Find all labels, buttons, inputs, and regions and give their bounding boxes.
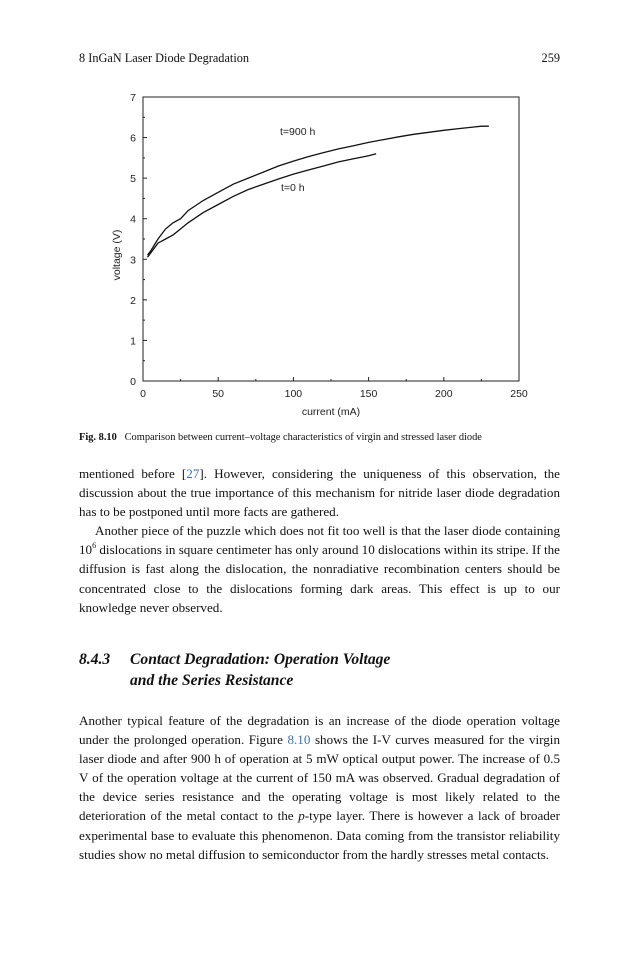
page-number: 259 bbox=[541, 51, 560, 65]
paragraph-3: Another typical feature of the degradation is an increase of the diode operation voltage under the prolonged operation. Figure 8.10 shows the I-V curves measured for the virgin laser diode and after 900 h of operation at 5 mW optical output power. The increase of 0.5 V of the operation voltage at the current of 150 mA was observed. Gradual degradation of the device series resistance and the operating voltage is most likely related to the deterioration of the metal contact to the p-type layer. There is however a lack of broader experimental base to evaluate this phenomenon. Data coming from the transistor reliability studies show no metal diffusion to semiconductor from the hardly stresses metal contacts. bbox=[79, 713, 560, 862]
x-tick-label: 0 bbox=[140, 388, 146, 400]
series-line-t900h bbox=[148, 126, 489, 255]
figure-link-8-10[interactable]: 8.10 bbox=[287, 732, 311, 748]
y-tick-label: 2 bbox=[130, 294, 136, 307]
superscript-6: 6 bbox=[92, 541, 97, 551]
figure-caption bbox=[79, 432, 564, 443]
y-tick-label: 3 bbox=[130, 254, 136, 267]
italic-p: p bbox=[298, 808, 305, 824]
y-tick-label: 1 bbox=[130, 335, 136, 348]
annotation-t0: t=0 h bbox=[281, 182, 305, 194]
section-title bbox=[130, 649, 530, 691]
x-tick-label: 200 bbox=[435, 388, 453, 400]
y-tick-label: 4 bbox=[130, 213, 136, 226]
caption-text: Comparison between current–voltage characteristics of virgin and stressed laser diode bbox=[124, 432, 482, 443]
x-tick-label: 50 bbox=[212, 388, 225, 400]
y-tick-label: 7 bbox=[130, 92, 136, 104]
reference-link-27[interactable]: 27 bbox=[186, 466, 200, 481]
caption-label: Fig. 8.10 bbox=[79, 432, 117, 443]
section-number: 8.4.3 bbox=[79, 651, 111, 668]
paragraph-bottom bbox=[79, 711, 560, 864]
paragraph-2: Another piece of the puzzle which does not fit too well is that the laser diode containing $10^6$ dislocations in square centimeter has only around 10 dislocations within its stripe. If the diffusion is fast along the dislocation, the nonradiative recombination centers should be concentrated close to the dislocations forming dark areas. This effect is up to our knowledge never observed. bbox=[79, 523, 560, 615]
y-axis-label: voltage (V) bbox=[111, 229, 123, 281]
x-tick-label: 250 bbox=[510, 388, 528, 400]
x-tick-label: 150 bbox=[359, 388, 378, 400]
y-tick-label: 0 bbox=[130, 376, 136, 388]
paragraphs-top bbox=[79, 464, 560, 617]
y-tick-label: 6 bbox=[130, 132, 136, 145]
series-line-t0h bbox=[148, 154, 377, 257]
figure-8-10 bbox=[0, 0, 638, 430]
section-title-line-2: and the Series Resistance bbox=[130, 672, 294, 689]
annotation-t900: t=900 h bbox=[280, 126, 316, 138]
section-title-line-1: Contact Degradation: Operation Voltage bbox=[130, 651, 391, 668]
iv-chart bbox=[0, 0, 638, 430]
plot-frame bbox=[143, 97, 519, 381]
paragraph-1: mentioned before [27]. However, considering the uniqueness of this observation, the discussion about the true importance of this mechanism for nitride laser diode degradation has to be postponed until more facts are gathered. bbox=[79, 466, 560, 520]
chapter-title: 8 InGaN Laser Diode Degradation bbox=[79, 51, 250, 65]
y-tick-label: 5 bbox=[130, 173, 136, 186]
x-tick-label: 100 bbox=[284, 388, 303, 400]
x-axis-label: current (mA) bbox=[301, 406, 361, 418]
